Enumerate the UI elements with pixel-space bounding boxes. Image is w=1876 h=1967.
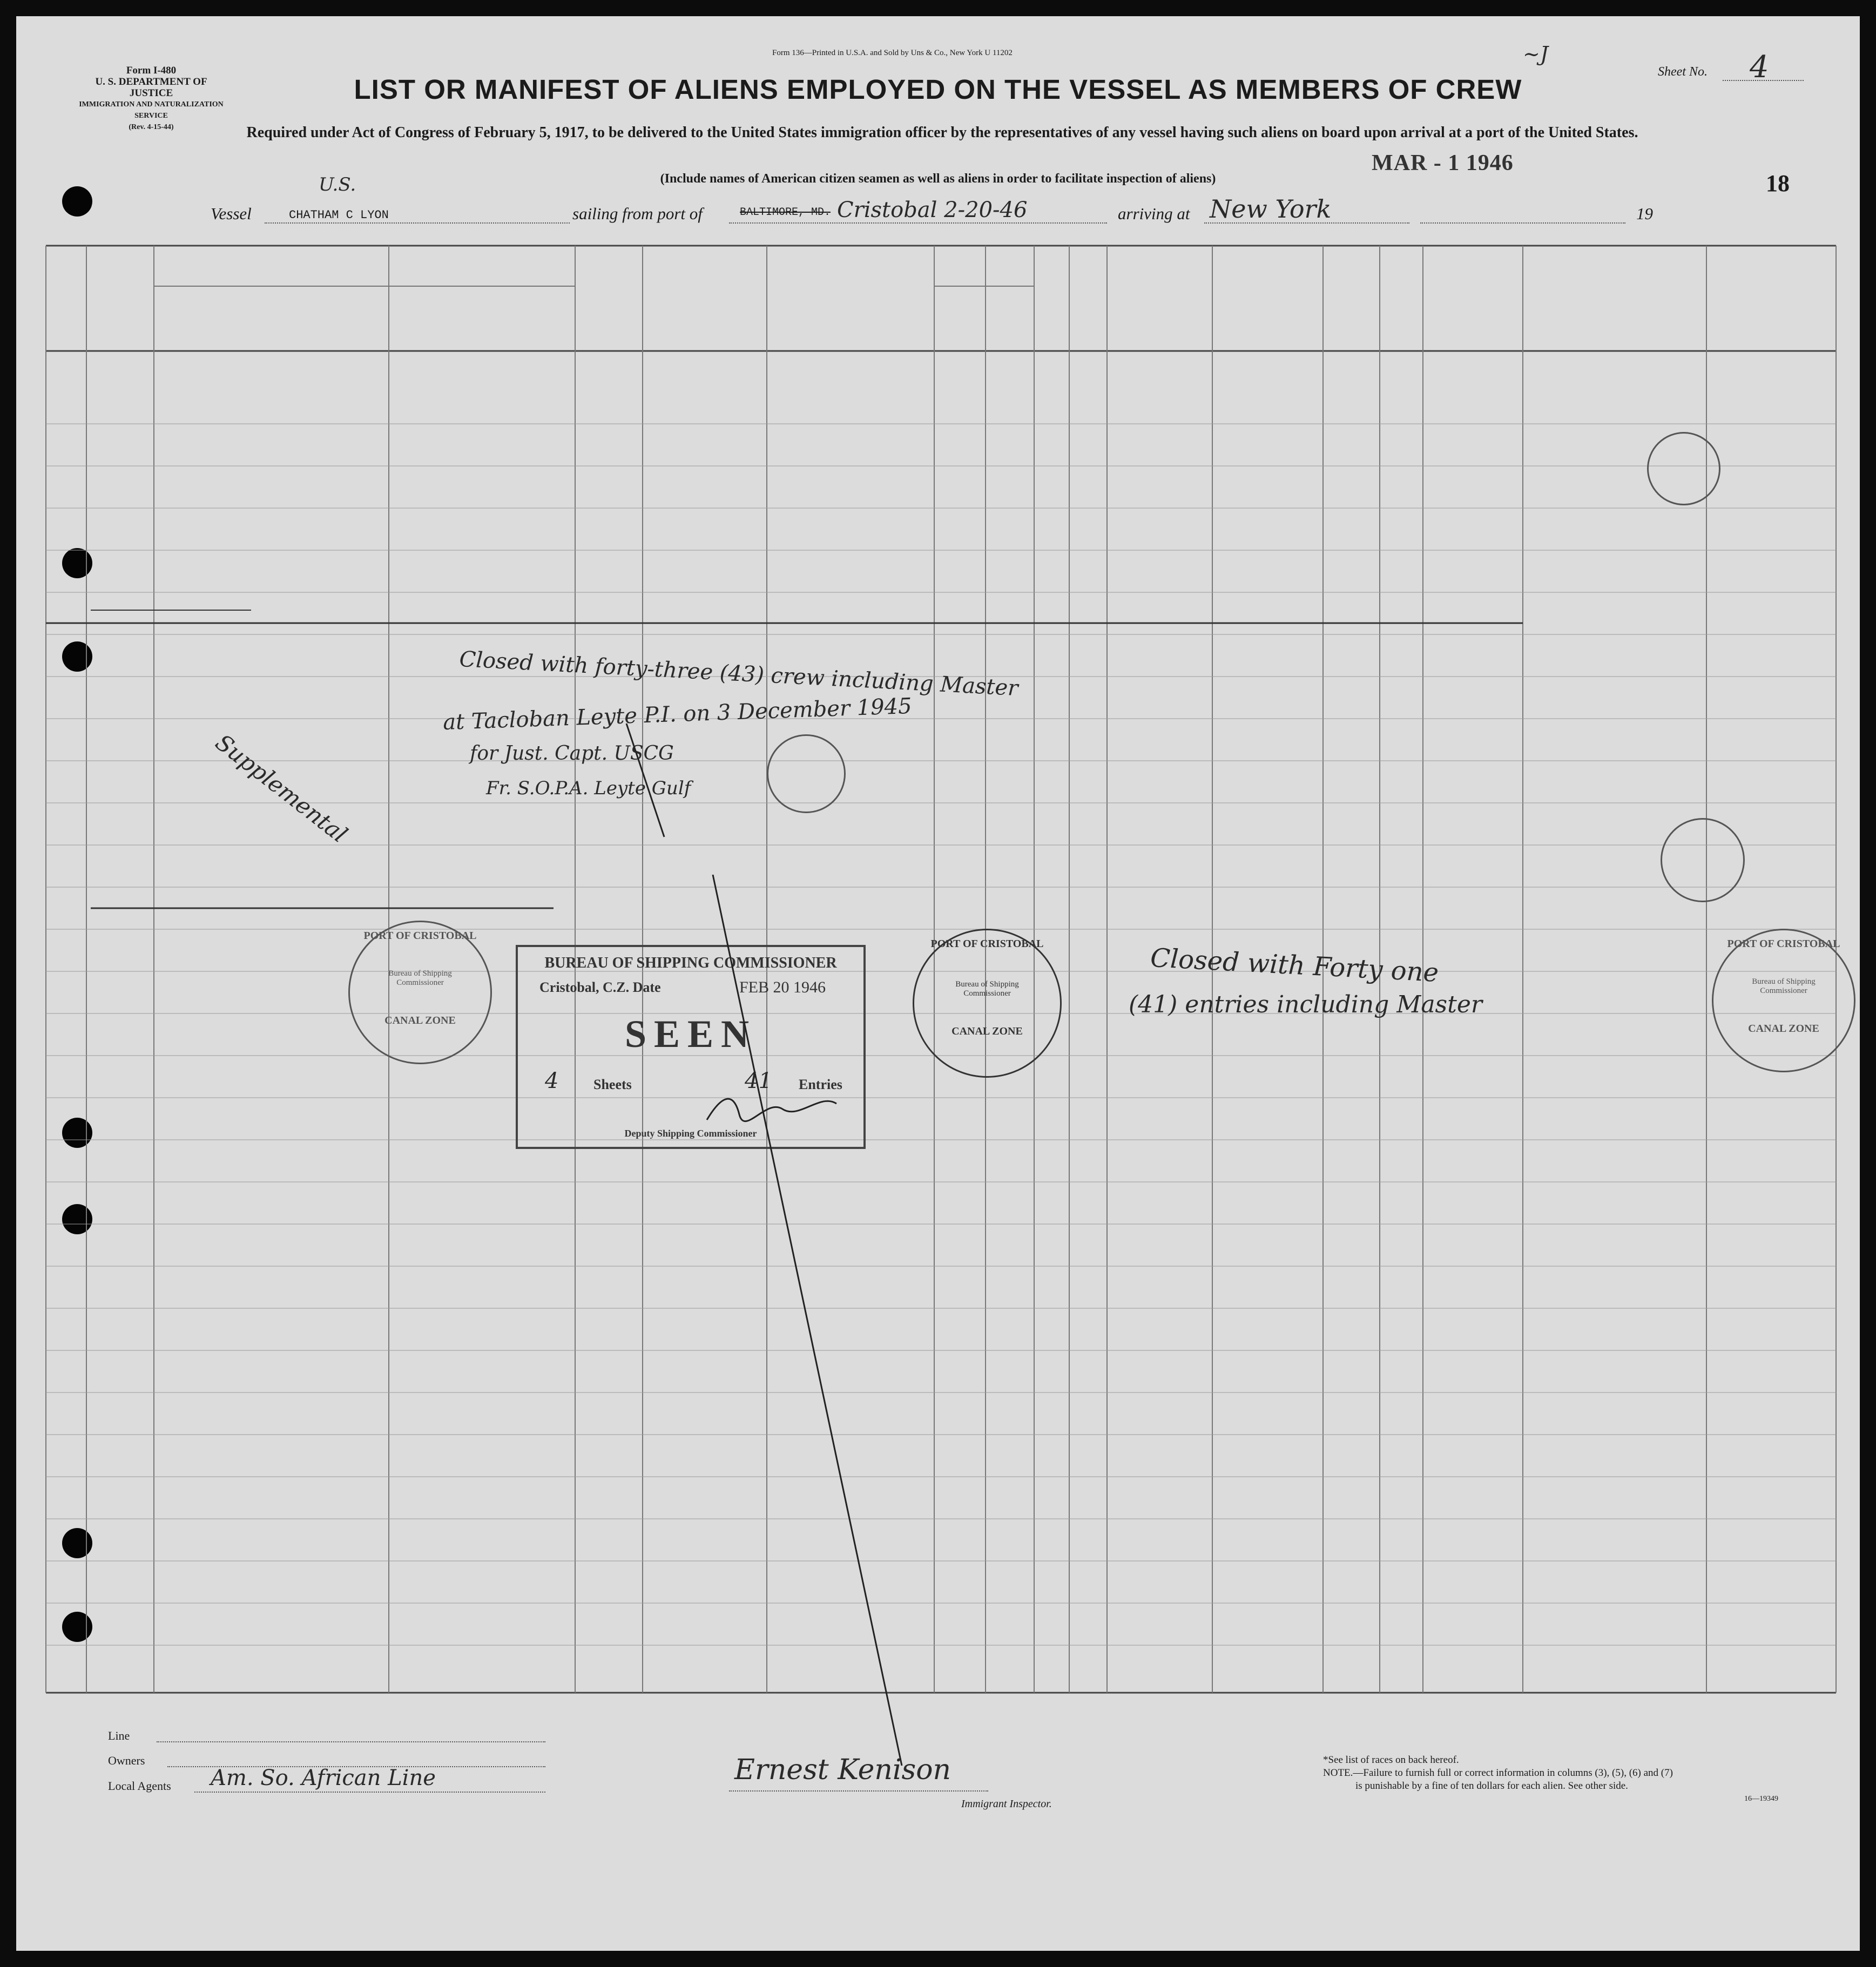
sheet-number-label: Sheet No. [1658,65,1708,79]
inspector-signature: Ernest Kenison [734,1754,952,1786]
closed-41-note-line1: Closed with Forty one [1149,943,1440,988]
footer-line-label: Line [108,1729,130,1742]
sheet-number: 4 [1750,50,1769,85]
year-label: 19 [1636,204,1653,223]
vessel-label: Vessel [211,204,252,223]
port-stamp-2-bottom: CANAL ZONE [952,1025,1023,1037]
port-stamp-1-inner: Bureau of Shipping Commissioner [388,969,452,987]
seen-text: SEEN [624,1012,757,1056]
vessel-prefix-hand: U.S. [319,174,356,195]
corner-mark: ~J [1523,42,1549,66]
page-number: 18 [1766,170,1790,197]
form-number: Form I-480 [126,65,177,76]
port-stamp-2-inner: Bureau of Shipping Commissioner [955,980,1019,998]
footer-agents-field [194,1792,545,1793]
printer-note: Form 136—Printed in U.S.A. and Sold by Uns & Co., New York U 11202 [772,49,1013,57]
department: U. S. DEPARTMENT OF JUSTICE [95,76,207,99]
closed-43-note-line1: Closed with forty-three (43) crew including Master [458,646,1019,701]
bureau-date: FEB 20 1946 [739,978,826,996]
deputy-label: Deputy Shipping Commissioner [624,1128,757,1139]
revision: (Rev. 4-15-44) [129,123,174,131]
page-title: LIST OR MANIFEST OF ALIENS EMPLOYED ON THE VESSEL AS MEMBERS OF CREW [354,74,1522,105]
footer-owners-label: Owners [108,1754,145,1767]
arriving-port-hand: New York [1210,194,1332,224]
service: IMMIGRATION AND NATURALIZATION SERVICE [79,100,224,120]
subtitle: Required under Act of Congress of February 5, 1917, to be delivered to the United States immigration officer by the representatives of any vessel having such aliens on board upon arrival at a port of the United States. [246,124,1638,141]
footer-notes [1323,1754,1778,1806]
date-received-stamp: MAR - 1 1946 [1372,151,1514,175]
port-stamp-3-bottom: CANAL ZONE [1748,1023,1819,1035]
footer-note-1: *See list of races on back hereof. [1323,1754,1459,1766]
sailing-label: sailing from port of [572,204,703,223]
port-stamp-1-top: PORT OF CRISTOBAL [363,930,477,942]
closed-41-note-line2: (41) entries including Master [1129,991,1482,1018]
footer-note-3: is punishable by a fine of ten dollars for each alien. See other side. [1355,1780,1628,1792]
supplemental-note: Supplemental [210,729,353,848]
sailing-port: BALTIMORE, MD. [740,206,831,219]
footer-code: 16—19349 [1744,1795,1778,1803]
inspector-line [729,1790,988,1792]
inspector-label: Immigrant Inspector. [961,1798,1052,1810]
sheets-value: 4 [545,1069,559,1093]
port-stamp-2-top: PORT OF CRISTOBAL [930,938,1044,950]
entries-label: Entries [799,1077,842,1092]
footer-note-2: NOTE.—Failure to furnish full or correct information in columns (3), (5), (6) and (7) [1323,1767,1673,1779]
footer-agents-label: Local Agents [108,1779,171,1793]
port-stamp-3-top: PORT OF CRISTOBAL [1727,938,1840,950]
entries-value: 41 [745,1069,772,1093]
pen-stroke [16,16,1860,1951]
bureau-title: BUREAU OF SHIPPING COMMISSIONER [544,955,837,971]
include-note: (Include names of American citizen seamen as well as aliens in order to facilitate inspection of aliens) [660,172,1216,186]
closed-43-signature2: Fr. S.O.P.A. Leyte Gulf [486,778,691,799]
footer-agents-value: Am. So. African Line [211,1766,436,1790]
sheets-label: Sheets [593,1077,632,1092]
port-stamp-1-bottom: CANAL ZONE [384,1015,456,1026]
manifest-sheet [16,16,1860,1951]
port-stamp-3-inner: Bureau of Shipping Commissioner [1752,977,1816,995]
vessel-name: CHATHAM C LYON [289,208,389,222]
arriving-label: arriving at [1118,204,1190,223]
footer-line-field [157,1741,545,1742]
closed-43-signature1: for Just. Capt. USCG [470,742,674,765]
sailing-port-hand: Cristobal 2-20-46 [837,198,1028,222]
closed-43-note-line2: at Tacloban Leyte P.I. on 3 December 1945 [442,693,913,735]
bureau-place: Cristobal, C.Z. Date [539,979,661,995]
